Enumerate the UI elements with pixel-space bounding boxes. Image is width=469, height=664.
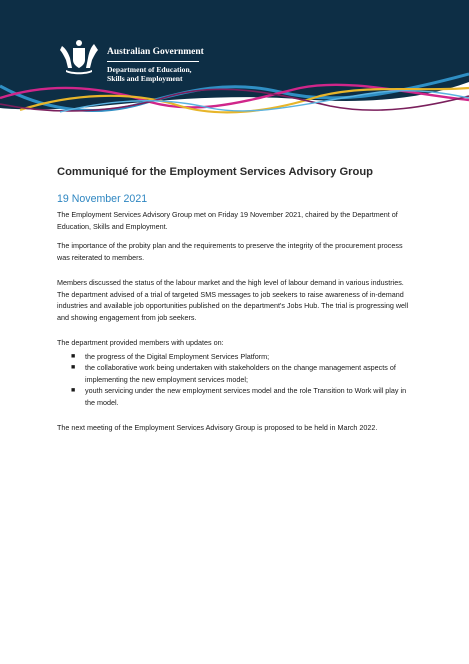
paragraph-probity: The importance of the probity plan and the requirements to preserve the integrity of the procurement process was reiterated to members. [57, 241, 403, 262]
branding-divider [107, 61, 199, 62]
paragraph-next-meeting: The next meeting of the Employment Services Advisory Group is proposed to be held in March 2022. [57, 423, 378, 432]
commonwealth-coat-of-arms-icon [56, 38, 102, 78]
bullet-icon: ■ [71, 352, 76, 360]
document-body [57, 165, 417, 434]
list-item [57, 351, 417, 363]
government-branding [107, 47, 204, 83]
list-item [57, 385, 417, 408]
updates-list [57, 351, 417, 409]
document-title: Communiqué for the Employment Services Advisory Group [57, 166, 374, 178]
document-date: 19 November 2021 [57, 193, 148, 205]
list-item-text: the collaborative work being undertaken with stakeholders on the change management aspects of implementing the new employment services model; [85, 363, 396, 384]
paragraph-meeting: The Employment Services Advisory Group met on Friday 19 November 2021, chaired by the Department of Education, Skills and Employment. [57, 210, 398, 231]
list-item-text: youth servicing under the new employment services model and the role Transition to Work will play in the model. [85, 386, 407, 407]
bullet-icon: ■ [71, 364, 76, 371]
paragraph-updates-intro: The department provided members with updates on: [57, 338, 224, 347]
department-name-line2: Skills and Employment [107, 74, 183, 83]
list-item-text: the progress of the Digital Employment Services Platform; [85, 351, 270, 361]
paragraph-labour-market: Members discussed the status of the labour market and the high level of labour demand in various industries. The department advised of a trial of targeted SMS messages to job seekers to raise awareness of in-demand industries and available job opportunities published on the department's Jobs Hub. The trial is progressing well and showing engagement from job seekers. [57, 278, 409, 322]
government-name: Australian Government [107, 47, 204, 57]
list-item [57, 362, 417, 385]
department-name-line1: Department of Education, [107, 65, 192, 74]
bullet-icon: ■ [71, 387, 76, 394]
